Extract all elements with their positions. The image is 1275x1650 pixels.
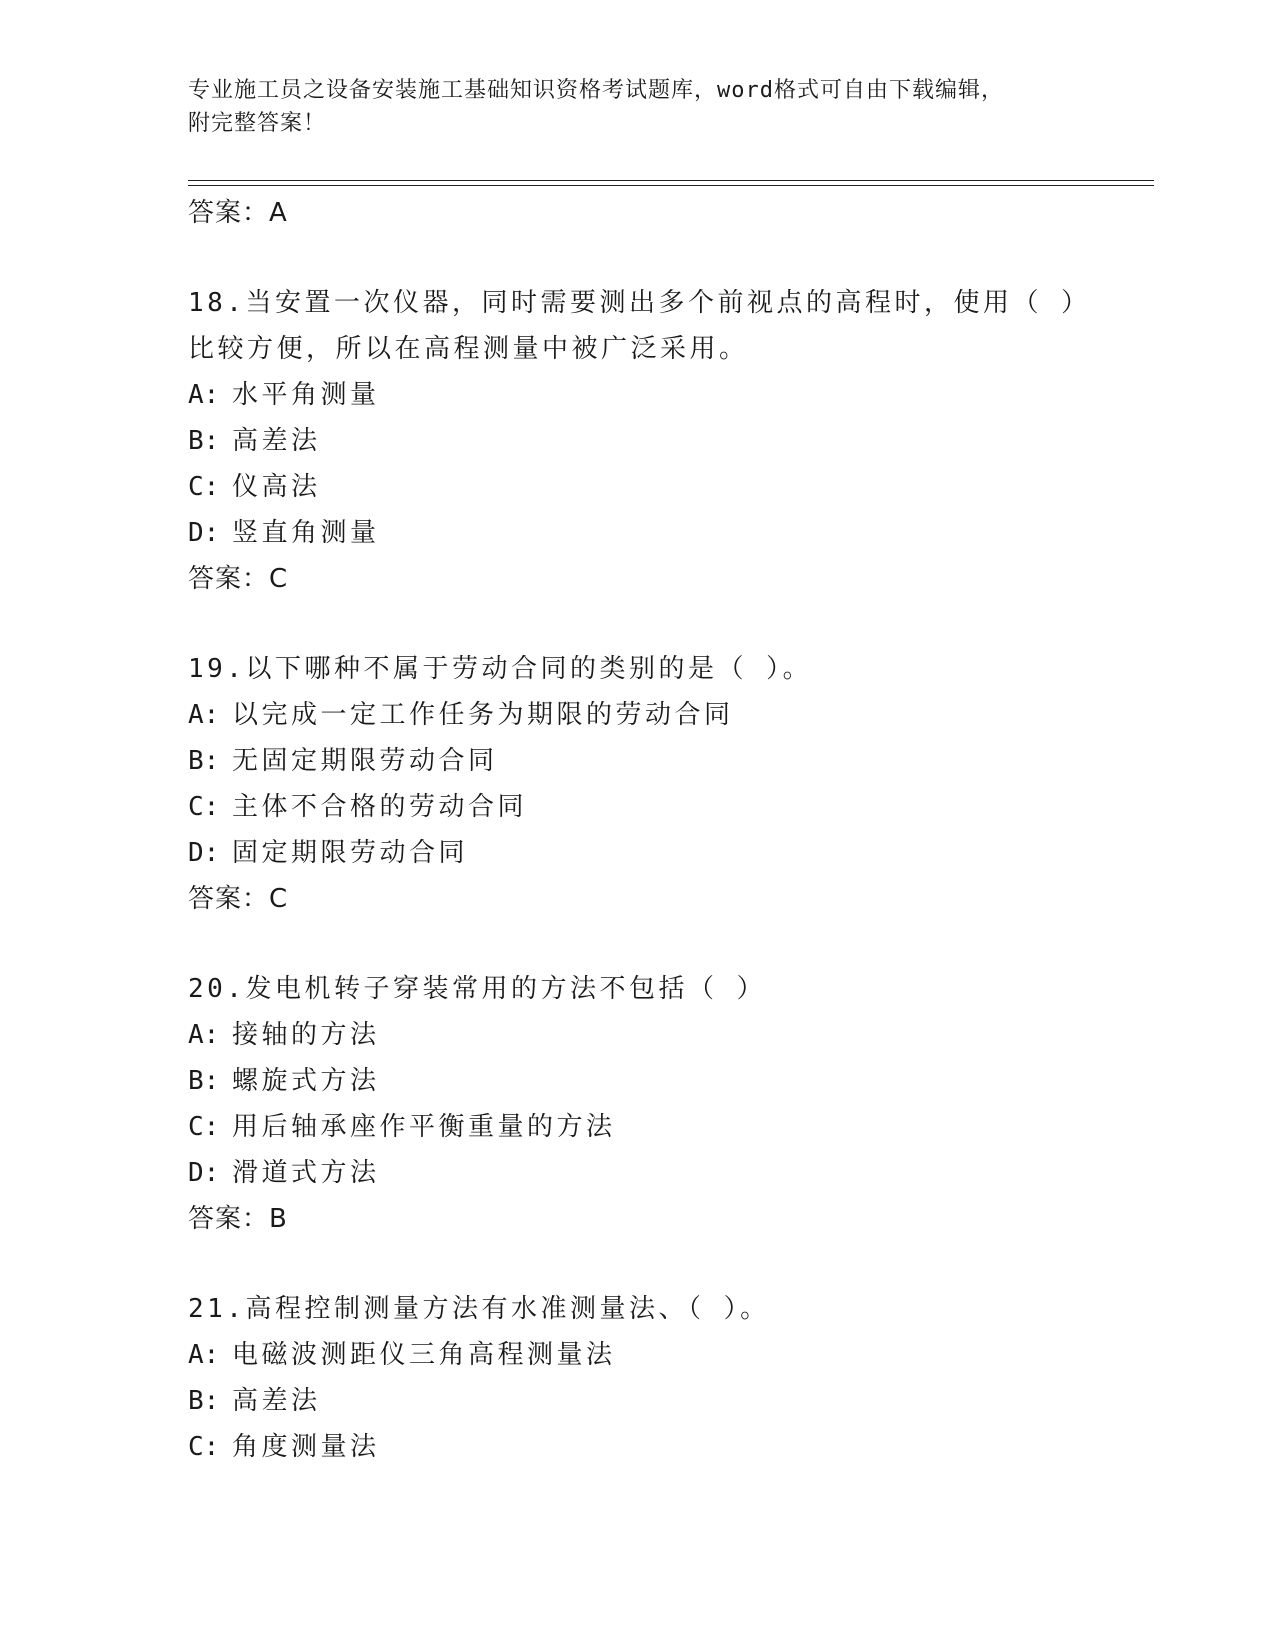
questions-container [188,280,1091,1470]
answer-option [188,1424,1088,1470]
question-block [188,1286,1088,1470]
option-letter: B: [188,746,220,776]
answer-option [188,1012,1088,1058]
option-text: 滑道式方法 [232,1158,380,1188]
option-letter: B: [188,426,220,456]
answer-value: A [269,198,288,228]
header-divider-bottom [188,185,1154,186]
answer-option [188,784,1088,830]
answer-line [188,556,1088,602]
option-letter: D: [188,1158,220,1188]
answer-option [188,1150,1088,1196]
answer-line [188,1196,1088,1242]
answer-option [188,1058,1088,1104]
option-text: 用后轴承座作平衡重量的方法 [232,1112,616,1142]
answer-option [188,372,1088,418]
question-text: 比较方便，所以在高程测量中被广泛采用。 [188,334,749,364]
question-block [188,280,1091,602]
option-letter: D: [188,838,220,868]
option-text: 水平角测量 [232,380,380,410]
answer-option [188,1104,1088,1150]
option-text: 竖直角测量 [232,518,380,548]
option-letter: A: [188,380,220,410]
option-letter: A: [188,700,220,730]
option-letter: C: [188,472,220,502]
option-letter: A: [188,1020,220,1050]
question-text: 20.发电机转子穿装常用的方法不包括（ ） [188,974,767,1004]
answer-option [188,1378,1088,1424]
answer-value: C [269,884,289,914]
option-text: 无固定期限劳动合同 [232,746,498,776]
answer-option [188,1332,1088,1378]
question-text: 21.高程控制测量方法有水准测量法、（ ）。 [188,1294,770,1324]
header-line-2: 附完整答案！ [188,111,327,136]
option-text: 螺旋式方法 [232,1066,380,1096]
answer-option [188,464,1088,510]
option-text: 以完成一定工作任务为期限的劳动合同 [232,700,734,730]
header-divider-top [188,180,1154,181]
question-block [188,646,1088,922]
document-header [188,74,1088,140]
answer-prefix: 答案： [188,564,270,594]
option-text: 高差法 [232,426,321,456]
option-letter: B: [188,1386,220,1416]
option-letter: B: [188,1066,220,1096]
answer-option [188,830,1088,876]
option-text: 仪高法 [232,472,321,502]
answer-option [188,418,1088,464]
option-letter: C: [188,792,220,822]
option-letter: C: [188,1432,220,1462]
question-block [188,966,1088,1242]
option-text: 固定期限劳动合同 [232,838,469,868]
option-letter: A: [188,1340,220,1370]
option-text: 角度测量法 [232,1432,380,1462]
answer-prefix: 答案： [188,198,270,228]
answer-option [188,510,1088,556]
option-letter: C: [188,1112,220,1142]
answer-value: C [269,564,289,594]
question-list [188,190,1091,1470]
option-text: 高差法 [232,1386,321,1416]
option-text: 电磁波测距仪三角高程测量法 [232,1340,616,1370]
answer-line [188,190,1088,236]
question-text: 18.当安置一次仪器，同时需要测出多个前视点的高程时，使用（ ） [188,288,1091,318]
answer-prefix: 答案： [188,884,270,914]
option-text: 主体不合格的劳动合同 [232,792,528,822]
answer-value: B [269,1204,288,1234]
header-line-1: 专业施工员之设备安装施工基础知识资格考试题库，word格式可自由下载编辑， [188,78,1004,103]
option-text: 接轴的方法 [232,1020,380,1050]
option-letter: D: [188,518,220,548]
answer-option [188,692,1088,738]
answer-option [188,738,1088,784]
question-text: 19.以下哪种不属于劳动合同的类别的是（ ）。 [188,654,813,684]
answer-prefix: 答案： [188,1204,270,1234]
answer-line [188,876,1088,922]
